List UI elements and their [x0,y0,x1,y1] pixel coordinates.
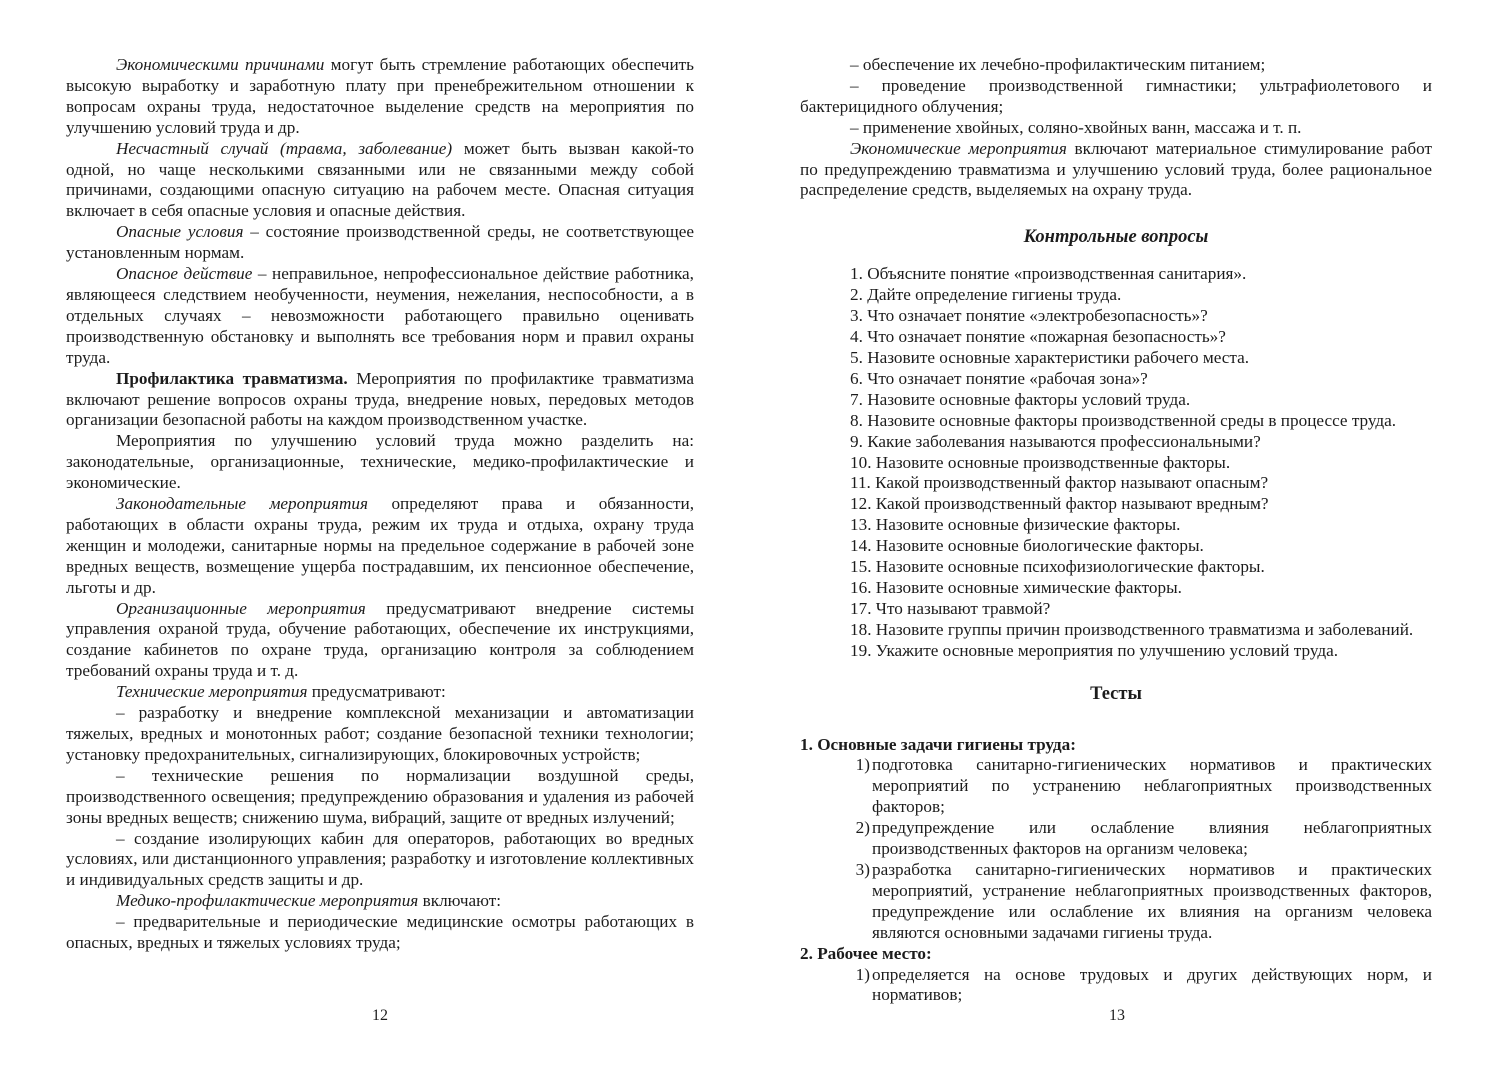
test-title: 2. Рабочее место: [800,943,932,963]
question-item: 1. Объясните понятие «производственная санитария». [850,264,1247,284]
left-page [66,55,694,954]
italic-term: Экономические мероприятия [850,138,1067,158]
paragraph [66,139,694,223]
paragraph [66,682,694,703]
option-number: 1) [855,964,870,984]
list-paragraph: – разработку и внедрение комплексной механизации и автоматизации тяжелых, вредных и монотонных работ; создание безопасной техники технологии; установку предохранительных, сигнализирующих, блокировочных устройств; [66,703,694,764]
option-text: предупреждение или ослабление влияния неблагоприятных производственных факторов на организм человека; [872,818,1432,859]
question-item: 9. Какие заболевания называются профессиональными? [850,431,1261,451]
italic-term: Несчастный случай (травма, заболевание) [116,138,453,158]
option-number: 1) [855,755,870,775]
paragraph-text: включают материальное стимулирование работ по предупреждению травматизма и улучшению условий труда, более рациональное распределение средств, выделяемых на охрану труда. [800,138,1432,200]
paragraph-text: предусматривают внедрение системы управления охраной труда, обучение работающих, обеспечение их инструкциями, создание кабинетов по охране труда, организацию контроля за соблюдением требований охраны труда и т. д. [66,598,694,681]
list-paragraph: – проведение производственной гимнастики; ультрафиолетового и бактерицидного облучения; [800,75,1432,116]
italic-term: Опасное действие [116,264,253,284]
paragraph [66,222,694,264]
question-item: 15. Назовите основные психофизиологические факторы. [850,557,1265,577]
paragraph [66,599,694,683]
question-item: 17. Что называют травмой? [850,598,1051,618]
question-item: 2. Дайте определение гигиены труда. [850,285,1122,305]
test-option [800,860,1432,944]
question-item: 8. Назовите основные факторы производственной среды в процессе труда. [850,410,1397,430]
paragraph-text: Мероприятия по профилактике травматизма включают решение вопросов охраны труда, внедрение новых, передовых методов организации безопасной работы на каждом производственном участке. [66,368,694,430]
paragraph [66,891,694,912]
test-option [800,818,1432,860]
test-option [800,965,1432,1007]
option-number: 3) [855,860,870,879]
bold-term: Профилактика травматизма. [116,368,348,388]
test-title: 1. Основные задачи гигиены труда: [800,734,1076,754]
paragraph-text: может быть вызван какой-то одной, но чаще несколькими связанными или не связанными между собой причинами, создающими опасную ситуацию на рабочем месте. Опасная ситуация включает в себя опасные условия и опасные действия. [66,138,694,221]
list-paragraph: – технические решения по нормализации воздушной среды, производственного освещения; предупреждению образования и удаления из рабочей зоны вредных веществ; снижению шума, вибраций, защите от вредных излучений; [66,765,694,827]
paragraph-text: – состояние производственной среды, не соответствующее установленным нормам. [66,222,695,263]
paragraph-text: могут быть стремление работающих обеспечить высокую выработку и заработную плату при пренебрежительном отношении к вопросам охраны труда, недостаточное выделение средств на мероприятия по улучшению условий труда и др. [66,55,694,137]
question-item: 13. Назовите основные физические факторы. [850,515,1181,535]
paragraph-text: определяют права и обязанности, работающих в области охраны труда, режим их труда и отдыха, охрану труда женщин и молодежи, санитарные нормы на предельное содержание в рабочей зоне вредных веществ, возмещение ущерба пострадавшим, их пенсионное обеспечение, льготы и др. [66,494,694,597]
list-paragraph: – создание изолирующих кабин для операторов, работающих во вредных условиях, или дистанционного управления; разработку и изготовление коллективных и индивидуальных средств защиты и др. [66,828,694,890]
italic-term: Экономическими причинами [116,55,325,74]
list-paragraph: – обеспечение их лечебно-профилактическим питанием; [850,55,1266,74]
right-page [800,55,1432,1006]
question-item: 18. Назовите группы причин производственного травматизма и заболеваний. [850,619,1414,639]
option-text: подготовка санитарно-гигиенических нормативов и практических мероприятий по устранению неблагоприятных производственных факторов; [872,755,1432,817]
list-paragraph: – применение хвойных, соляно-хвойных ванн, массажа и т. п. [850,117,1302,137]
test-options [800,965,1432,1007]
paragraph [66,264,694,369]
list-paragraph: – предварительные и периодические медицинские осмотры работающих в опасных, вредных и тяжелых условиях труда; [66,912,694,953]
question-item: 5. Назовите основные характеристики рабочего места. [850,347,1250,367]
control-questions-list [800,264,1432,661]
test-option [800,755,1432,818]
italic-term: Опасные условия [116,222,244,242]
paragraph [66,55,694,139]
paragraph [66,369,694,432]
question-item: 4. Что означает понятие «пожарная безопасность»? [850,327,1226,347]
option-text: разработка санитарно-гигиенических нормативов и практических мероприятий, устранение неблагоприятных производственных факторов, предупреждение или ослабление их влияния на организм человека являются основными задачами гигиены труда. [872,860,1432,942]
paragraph [66,494,694,599]
italic-term: Медико-профилактические мероприятия [116,891,419,911]
page-number-left: 12 [372,1007,388,1024]
option-text: определяется на основе трудовых и других действующих норм, и нормативов; [872,964,1432,1005]
question-item: 10. Назовите основные производственные факторы. [850,452,1231,472]
question-item: 16. Назовите основные химические факторы. [850,577,1182,597]
option-number: 2) [855,818,870,838]
paragraph [800,139,1432,202]
section-heading-control-questions: Контрольные вопросы [1023,227,1209,248]
paragraph-text: включают: [418,891,502,911]
question-item: 6. Что означает понятие «рабочая зона»? [850,368,1148,388]
question-item: 12. Какой производственный фактор называют вредным? [850,494,1269,514]
paragraph-text: – неправильное, непрофессиональное действие работника, являющееся следствием необученности, неумения, нежелания, неспособности, а в отдельных случаях – невозможности работающего правильно оценивать производственную обстановку и выполнять все требования норм и правил охраны труда. [66,264,694,367]
page-number-right: 13 [1109,1007,1125,1024]
paragraph-text: предусматривают: [307,682,446,702]
question-item: 19. Укажите основные мероприятия по улучшению условий труда. [850,640,1339,660]
question-item: 11. Какой производственный фактор называют опасным? [850,473,1269,493]
question-item: 14. Назовите основные биологические факторы. [850,536,1204,556]
paragraph: Мероприятия по улучшению условий труда можно разделить на: законодательные, организационные, технические, медико-профилактические и экономические. [66,431,694,493]
question-item: 7. Назовите основные факторы условий труда. [850,389,1191,409]
italic-term: Технические мероприятия [116,682,308,702]
italic-term: Законодательные мероприятия [116,494,368,514]
question-item: 3. Что означает понятие «электробезопасность»? [850,306,1208,326]
italic-term: Организационные мероприятия [116,598,366,618]
test-options [800,755,1432,943]
section-heading-tests: Тесты [1090,683,1142,704]
